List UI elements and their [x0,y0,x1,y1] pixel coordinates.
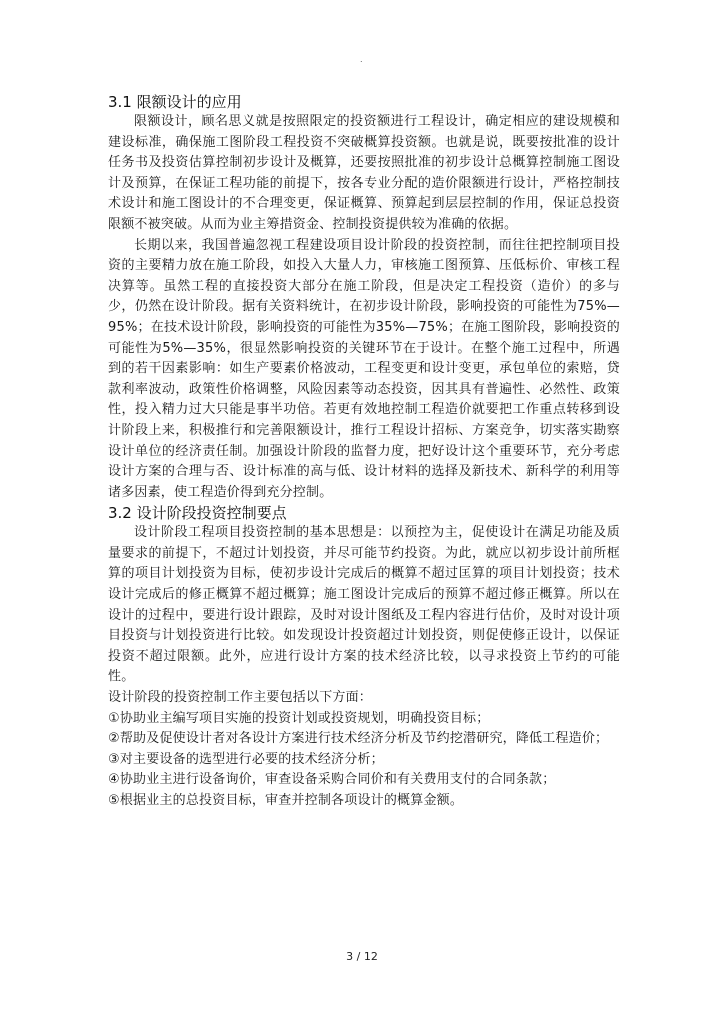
list-intro: 设计阶段的投资控制工作主要包括以下方面： [108,690,373,706]
header-mark: . [360,55,363,64]
section1-paragraph-1: 限额设计，顾名思义就是按照限定的投资额进行工程设计，确定相应的建设规模和建设标准，确保施工图阶段工程投资不突破概算投资额。也就是说，既要按批准的设计任务书及投资估算控制初步设计及概算，还要按照批准的初步设计总概算控制施工图设计及预算，在保证工程功能的前提下，按各专业分配的造价限额进行设计，严格控制技术设计和施工图设计的不合理变更，保证概算、预算起到层层控制的作用，保证总投资限额不被突破。从而为业主筹措资金、控制投资提供较为准确的依据。 [108,114,620,232]
page-number: 3 / 12 [346,950,378,963]
section1-paragraph-2: 长期以来，我国普遍忽视工程建设项目设计阶段的投资控制，而往往把控制项目投资的主要精力放在施工阶段，如投入大量人力，审核施工图预算、压低标价、审核工程决算等。虽然工程的直接投资大部分在施工阶段，但是决定工程投资（造价）的多与少，仍然在设计阶段。据有关资料统计，在初步设计阶段，影响投资的可能性为75%—95%；在技术设计阶段，影响投资的可能性为35%—75%；在施工图阶段，影响投资的可能性为5%—35%，很显然影响投资的关键环节在于设计。在整个施工过程中，所遇到的若干因素影响：如生产要素价格波动，工程变更和设计变更，承包单位的索赔，贷款利率波动，政策性价格调整，风险因素等动态投资，因其具有普遍性、必然性、政策性，投入精力过大只能是事半功倍。若更有效地控制工程造价就要把工作重点转移到设计阶段上来，积极推行和完善限额设计，推行工程设计招标、方案竞争，切实落实勘察设计单位的经济责任制。加强设计阶段的监督力度，把好设计这个重要环节，充分考虑设计方案的合理与否、设计标准的高与低、设计材料的选择及新技术、新科学的利用等诸多因素，使工程造价得到充分控制。 [108,237,620,500]
section-heading-3-1: 3.1 限额设计的应用 [108,93,242,111]
list-item: ②帮助及促使设计者对各设计方案进行技术经济分析及节约挖潜研究，降低工程造价； [108,731,609,747]
section2-paragraph: 设计阶段工程项目投资控制的基本思想是：以预控为主，促使设计在满足功能及质量要求的前提下，不超过计划投资，并尽可能节约投资。为此，就应以初步设计前所框算的项目计划投资为目标，使初步设计完成后的概算不超过匡算的项目计划投资；技术设计完成后的修正概算不超过概算；施工图设计完成后的预算不超过修正概算。所以在设计的过程中，要进行设计跟踪，及时对设计图纸及工程内容进行估价，及时对设计项目投资与计划投资进行比较。如发现设计投资超过计划投资，则促使修正设计，以保证投资不超过限额。此外，应进行设计方案的技术经济比较，以寻求投资上节约的可能性。 [108,525,620,685]
list-item: ⑤根据业主的总投资目标，审查并控制各项设计的概算金额。 [108,793,464,808]
page-content [108,92,620,812]
list-item: ③对主要设备的选型进行必要的技术经济分析； [108,751,384,767]
list-item: ①协助业主编写项目实施的投资计划或投资规划，明确投资目标； [108,710,490,726]
list-item: ④协助业主进行设备询价，审查设备采购合同价和有关费用支付的合同条款； [108,772,556,788]
control-work-list [108,709,620,812]
section-heading-3-2: 3.2 设计阶段投资控制要点 [108,504,287,523]
